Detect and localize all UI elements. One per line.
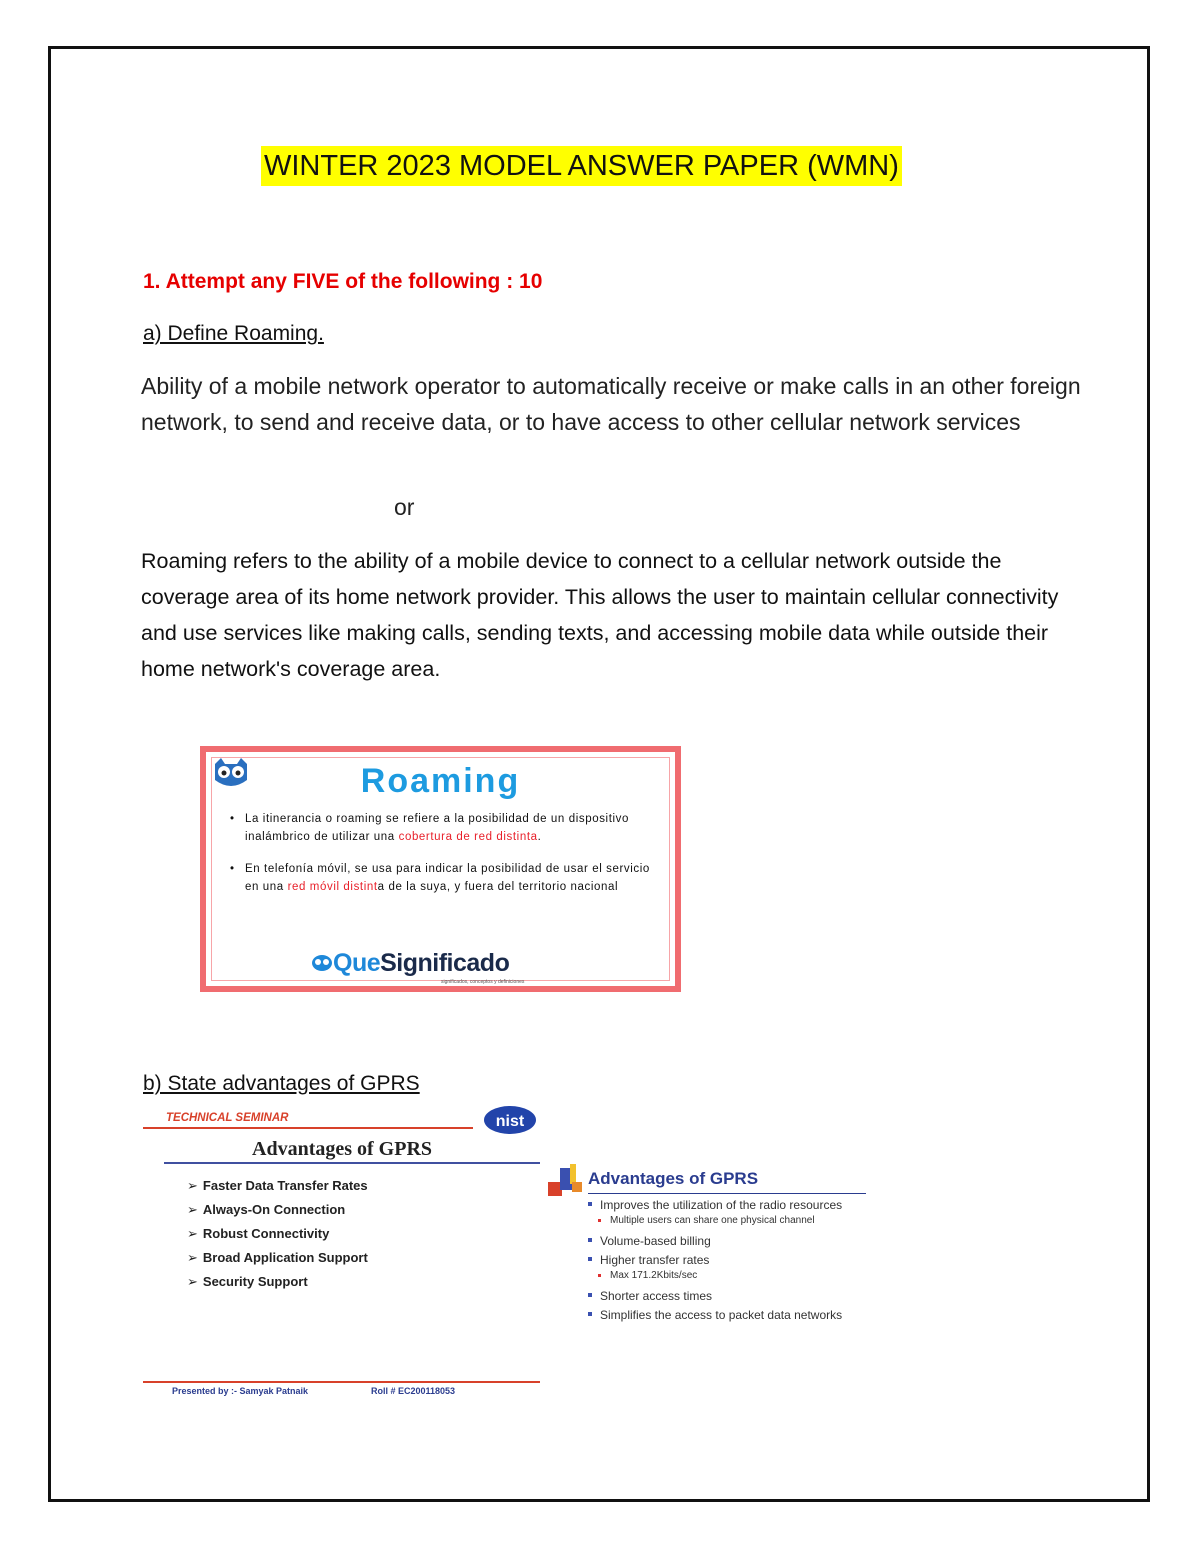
list-item [187,1250,368,1274]
list-item-text: Max 171.2Kbits/sec [610,1270,698,1281]
arrow-bullet-icon: ➢ [187,1274,198,1289]
bullet-text-end: a de la suya, y fuera del territorio nacional [377,881,619,893]
roaming-card-bullet [230,810,650,846]
list-item [187,1202,368,1226]
slide-title-rule [164,1162,540,1164]
list-item [187,1178,368,1202]
roaming-card-list [230,810,650,910]
list-item [588,1234,842,1251]
bullet-highlight: red móvil distint [287,881,378,893]
logo-significado: Significado [380,949,510,977]
list-item-text: Shorter access times [600,1289,713,1303]
bullet-dot-icon: • [230,863,235,875]
gprs-slide-left [140,1100,540,1400]
question-heading: 1. Attempt any FIVE of the following : 10 [143,270,543,293]
list-item-text: Security Support [202,1274,308,1289]
owl-logo-icon [311,952,333,972]
answer-a-definition-2: Roaming refers to the ability of a mobile device to connect to a cellular network outside the coverage area of its home network provider. This allows the user to maintain cellular connectivity and use services like making calls, sending texts, and accessing mobile data while outside their home network's coverage area. [141,549,1059,681]
square-bullet-icon [598,1219,601,1222]
answer-a-definition-1: Ability of a mobile network operator to automatically receive or make calls in an other foreign network, to send and receive data, or to have access to other cellular network services [141,373,1081,435]
bullet-text: La itinerancia o roaming se refiere a la posibilidad de un dispositivo inalámbrico de utilizar una [245,813,630,843]
or-separator: or [394,494,415,520]
list-item [588,1289,842,1306]
list-subitem [588,1215,842,1232]
list-item [588,1308,842,1325]
roaming-card-bullet [230,860,650,896]
slide-footer-rule [143,1381,540,1383]
arrow-bullet-icon: ➢ [187,1202,198,1217]
roaming-figure [200,746,681,992]
list-item [588,1253,842,1270]
roaming-card-title: Roaming [360,762,521,800]
roll-number: Roll # EC200118053 [371,1386,456,1396]
square-bullet-icon [598,1274,601,1277]
logo-que: Que [333,949,381,977]
square-bullet-icon [588,1257,592,1261]
list-item [187,1274,368,1298]
list-item-text: Multiple users can share one physical channel [610,1215,815,1226]
sub-question-b: b) State advantages of GPRS [143,1072,420,1095]
nist-logo-text: nist [495,1113,525,1130]
slide-header: TECHNICAL SEMINAR [166,1112,289,1124]
nist-logo-icon [483,1105,537,1135]
list-item-text: Always-On Connection [202,1202,346,1217]
bullet-text: En telefonía móvil, se usa para indicar la posibilidad de usar el servicio en una [245,863,650,893]
square-bullet-icon [588,1238,592,1242]
advantages-list [187,1178,368,1298]
square-bullet-icon [588,1312,592,1316]
page-title: WINTER 2023 MODEL ANSWER PAPER (WMN) [261,146,902,186]
list-item-text: Faster Data Transfer Rates [202,1178,368,1193]
list-subitem [588,1270,842,1287]
squares-logo-icon [544,1160,590,1202]
square-bullet-icon [588,1202,592,1206]
list-item-text: Higher transfer rates [600,1253,710,1267]
slide-header-rule [143,1127,473,1129]
presented-by: Presented by :- Samyak Patnaik [172,1386,309,1396]
advantages-list [588,1196,842,1325]
list-item-text: Simplifies the access to packet data networks [600,1308,843,1322]
list-item-text: Volume-based billing [600,1234,711,1248]
arrow-bullet-icon: ➢ [187,1178,198,1193]
sub-question-a: a) Define Roaming. [143,322,324,345]
list-item-text: Broad Application Support [202,1250,368,1265]
list-item-text: Improves the utilization of the radio resources [600,1198,843,1212]
list-item-text: Robust Connectivity [202,1226,330,1241]
slide-title-rule [588,1193,866,1194]
square-bullet-icon [588,1293,592,1297]
list-item [187,1226,368,1250]
bullet-highlight: cobertura de red distinta [398,831,538,843]
slide-title: Advantages of GPRS [252,1138,433,1160]
logo-tagline: significados, conceptos y definiciones [441,979,525,985]
bullet-dot-icon: • [230,813,235,825]
arrow-bullet-icon: ➢ [187,1226,198,1241]
slide-title: Advantages of GPRS [588,1169,759,1188]
gprs-slide-right [540,1160,880,1340]
bullet-text-end: . [537,831,542,843]
list-item [588,1198,842,1215]
arrow-bullet-icon: ➢ [187,1250,198,1265]
logo-wordmark [333,949,509,978]
quesignificado-logo [311,948,581,988]
